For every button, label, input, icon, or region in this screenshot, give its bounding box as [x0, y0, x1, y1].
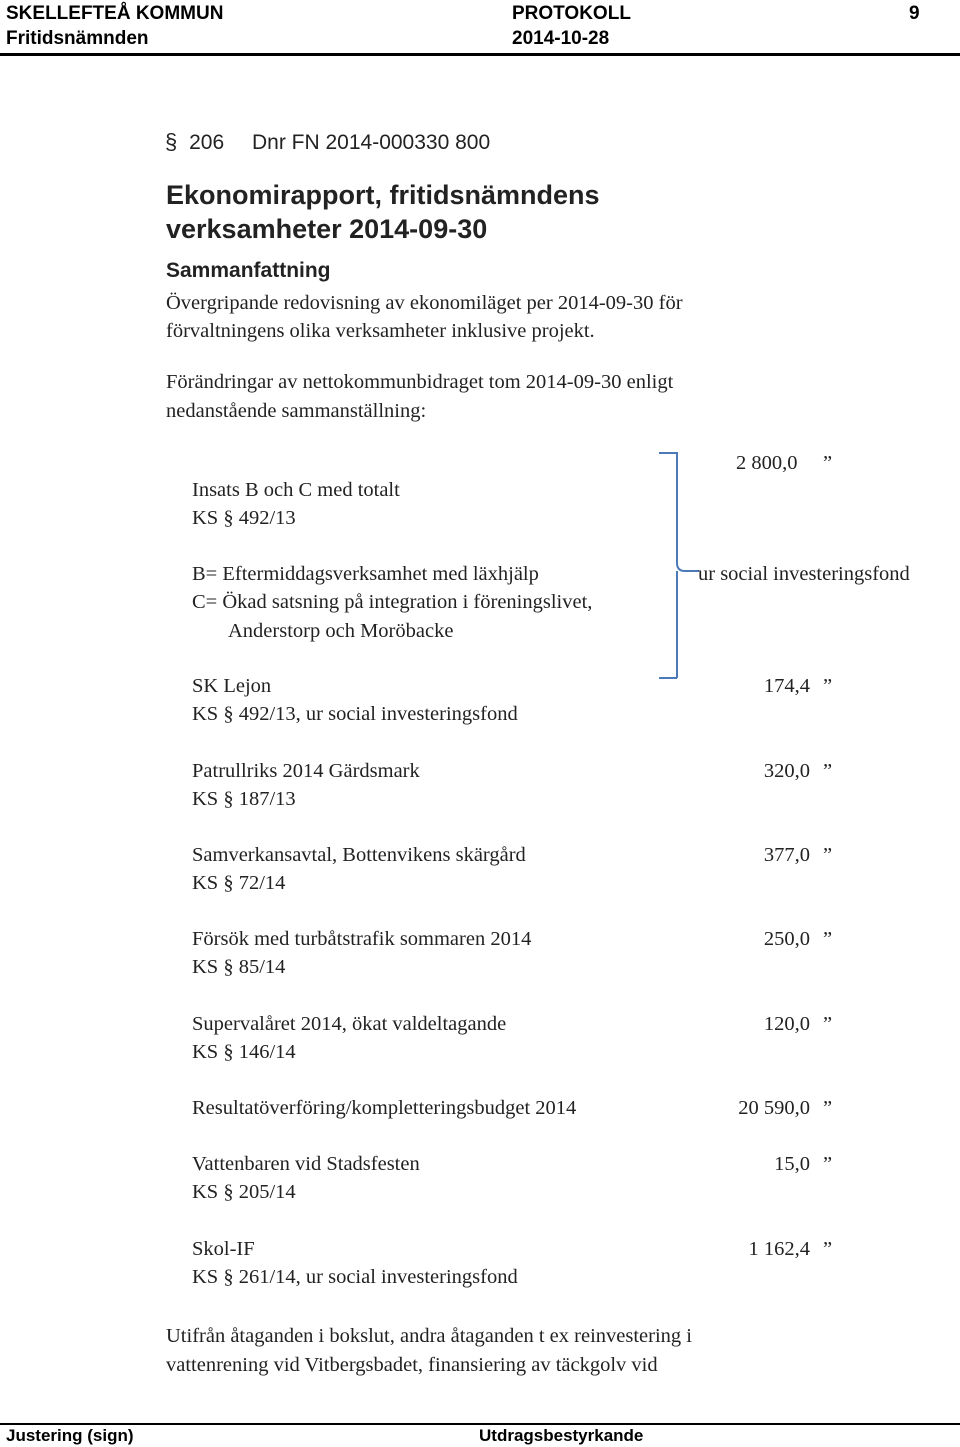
item-name: Supervalåret 2014, ökat valdeltagande: [192, 1013, 507, 1035]
page-title-line1: Ekonomirapport, fritidsnämndens: [166, 180, 600, 210]
item-ref: KS § 205/14: [192, 1181, 296, 1203]
summary-line1: Övergripande redovisning av ekonomiläget per 2014-09-30 för: [166, 292, 683, 314]
summary-heading: Sammanfattning: [166, 259, 331, 282]
item-amount: 15,0: [774, 1153, 810, 1175]
item-name: Försök med turbåtstrafik sommaren 2014: [192, 928, 532, 950]
item-name: Skol-IF: [192, 1238, 255, 1260]
doc-type: PROTOKOLL: [512, 3, 631, 24]
group-line-c: C= Ökad satsning på integration i föreningslivet,: [192, 591, 593, 613]
item-name: Resultatöverföring/kompletteringsbudget 2014: [192, 1097, 577, 1119]
page-title-line2: verksamheter 2014-09-30: [166, 214, 488, 244]
item-ditto: ”: [823, 1153, 833, 1175]
section-mark: §: [165, 129, 178, 154]
group-line1: Insats B och C med totalt: [192, 479, 400, 501]
case-number: 206: [189, 131, 225, 154]
changes-line2: nedanstående sammanställning:: [166, 400, 427, 422]
item-amount: 250,0: [763, 928, 810, 950]
item-amount: 377,0: [763, 844, 810, 866]
item-name: Patrullriks 2014 Gärdsmark: [192, 760, 420, 782]
item-ref: KS § 85/14: [192, 956, 286, 978]
item-ditto: ”: [823, 844, 833, 866]
closing-line1: Utifrån åtaganden i bokslut, andra åtaganden t ex reinvestering i: [166, 1325, 692, 1347]
item-ref: KS § 146/14: [192, 1041, 296, 1063]
item-name: Vattenbaren vid Stadsfesten: [192, 1153, 420, 1175]
summary-line2: förvaltningens olika verksamheter inklusive projekt.: [166, 320, 595, 342]
group-ditto: ”: [823, 452, 833, 474]
item-ref: KS § 492/13, ur social investeringsfond: [192, 703, 518, 725]
footer-rule: [0, 1423, 960, 1425]
org-name: SKELLEFTEÅ KOMMUN: [6, 3, 224, 24]
item-name: SK Lejon: [192, 675, 272, 697]
item-ditto: ”: [823, 1097, 833, 1119]
item-amount: 174,4: [763, 675, 810, 697]
item-ref: KS § 261/14, ur social investeringsfond: [192, 1266, 518, 1288]
item-ditto: ”: [823, 1238, 833, 1260]
header-rule: [0, 53, 960, 56]
item-amount: 1 162,4: [748, 1238, 810, 1260]
item-name: Samverkansavtal, Bottenvikens skärgård: [192, 844, 526, 866]
page-number: 9: [909, 3, 920, 24]
item-ditto: ”: [823, 928, 833, 950]
case-dnr: Dnr FN 2014-000330 800: [251, 131, 491, 154]
item-amount: 120,0: [763, 1013, 810, 1035]
committee-name: Fritidsnämnden: [6, 28, 149, 49]
footer-certify-label: Utdragsbestyrkande: [479, 1426, 644, 1445]
item-ditto: ”: [823, 675, 833, 697]
group-fund: ur social investeringsfond: [698, 563, 910, 585]
group-ref: KS § 492/13: [192, 507, 296, 529]
closing-line2: vattenrening vid Vitbergsbadet, finansiering av täckgolv vid: [166, 1354, 658, 1376]
item-ditto: ”: [823, 1013, 833, 1035]
changes-line1: Förändringar av nettokommunbidraget tom 2014-09-30 enligt: [166, 371, 674, 393]
meeting-date: 2014-10-28: [512, 28, 610, 49]
case-line: [165, 129, 490, 155]
item-amount: 20 590,0: [738, 1097, 810, 1119]
group-line-b: B= Eftermiddagsverksamhet med läxhjälp: [192, 563, 539, 585]
item-amount: 320,0: [763, 760, 810, 782]
group-amount: 2 800,0: [736, 452, 798, 474]
item-ref: KS § 72/14: [192, 872, 286, 894]
item-ditto: ”: [823, 760, 833, 782]
footer-sign-label: Justering (sign): [6, 1426, 134, 1445]
item-ref: KS § 187/13: [192, 788, 296, 810]
group-line-c2: Anderstorp och Moröbacke: [228, 620, 454, 642]
